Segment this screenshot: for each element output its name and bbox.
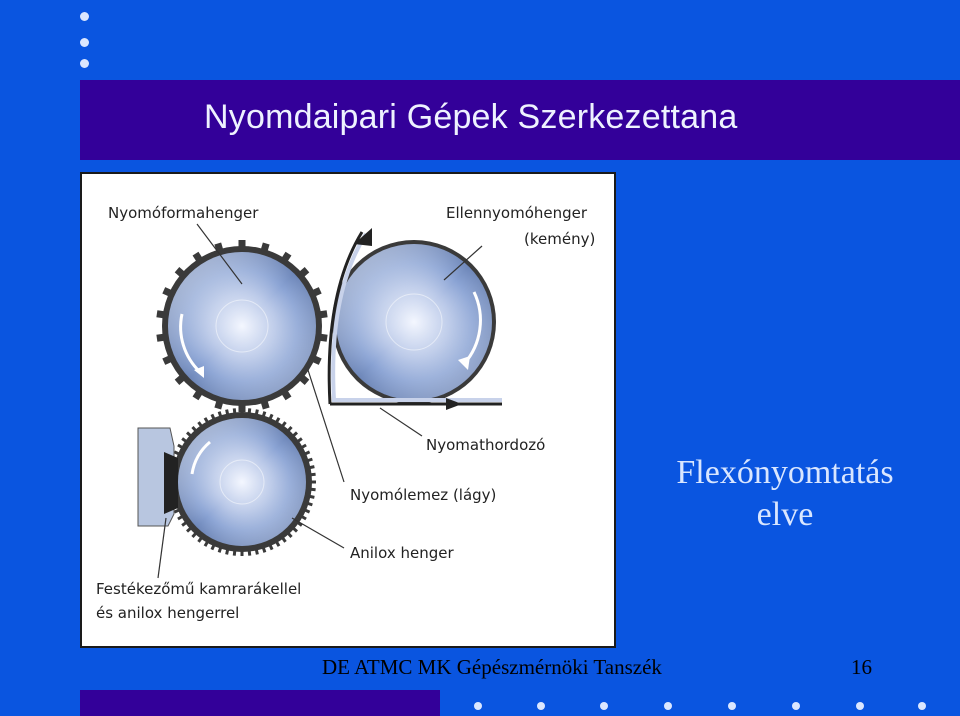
bullet-dot [80, 38, 89, 47]
bullet-dot [664, 702, 672, 710]
gear-tooth [241, 408, 244, 414]
gear-tooth [248, 549, 252, 555]
title-bar [80, 80, 960, 160]
label-anilox: Anilox henger [350, 544, 454, 562]
gear-tooth [248, 408, 252, 414]
bullet-dot [474, 702, 482, 710]
bullet-dot [728, 702, 736, 710]
bullet-dot [918, 702, 926, 710]
label-inking-unit: Festékezőmű kamrarákellel [96, 580, 302, 598]
label-inking-unit-2: és anilox hengerrel [96, 604, 240, 622]
bullet-dot [600, 702, 608, 710]
gear-tooth [233, 549, 237, 555]
label-impression-cylinder-hard: (kemény) [524, 230, 596, 248]
gear-tooth [309, 488, 315, 492]
gear-tooth [239, 240, 246, 248]
gear-tooth [241, 550, 244, 556]
gear-tooth [309, 473, 315, 477]
flexo-diagram [80, 172, 616, 648]
bottom-bar [80, 690, 440, 716]
bullet-dot [856, 702, 864, 710]
bullet-dot [537, 702, 545, 710]
bullet-dot [792, 702, 800, 710]
caption-line-2: elve [756, 496, 814, 533]
gear-tooth [319, 310, 328, 318]
chamber-doctor-blade [138, 428, 178, 526]
label-substrate: Nyomathordozó [426, 436, 546, 454]
label-impression-cylinder: Ellennyomóhenger [446, 204, 588, 222]
gear-tooth [233, 408, 237, 414]
bullet-dot [80, 59, 89, 68]
caption-line-1: Flexónyomtatás [676, 454, 894, 491]
plate-cylinder [156, 240, 327, 412]
slide-caption [640, 452, 930, 536]
label-plate: Nyomólemez (lágy) [350, 486, 497, 504]
gear-tooth [156, 334, 165, 342]
gear-tooth [156, 310, 165, 318]
page-number: 16 [851, 655, 872, 679]
gear-tooth [310, 481, 316, 484]
slide-title: Nyomdaipari Gépek Szerkezettana [204, 98, 738, 136]
footer-text: DE ATMC MK Gépészmérnöki Tanszék [322, 655, 662, 679]
impression-cylinder [332, 240, 496, 404]
bullet-dot [80, 12, 89, 21]
label-plate-cylinder: Nyomóformahenger [108, 204, 259, 222]
gear-tooth [319, 334, 328, 342]
anilox-roller [168, 408, 316, 556]
web-direction-arrow-icon [354, 228, 372, 246]
